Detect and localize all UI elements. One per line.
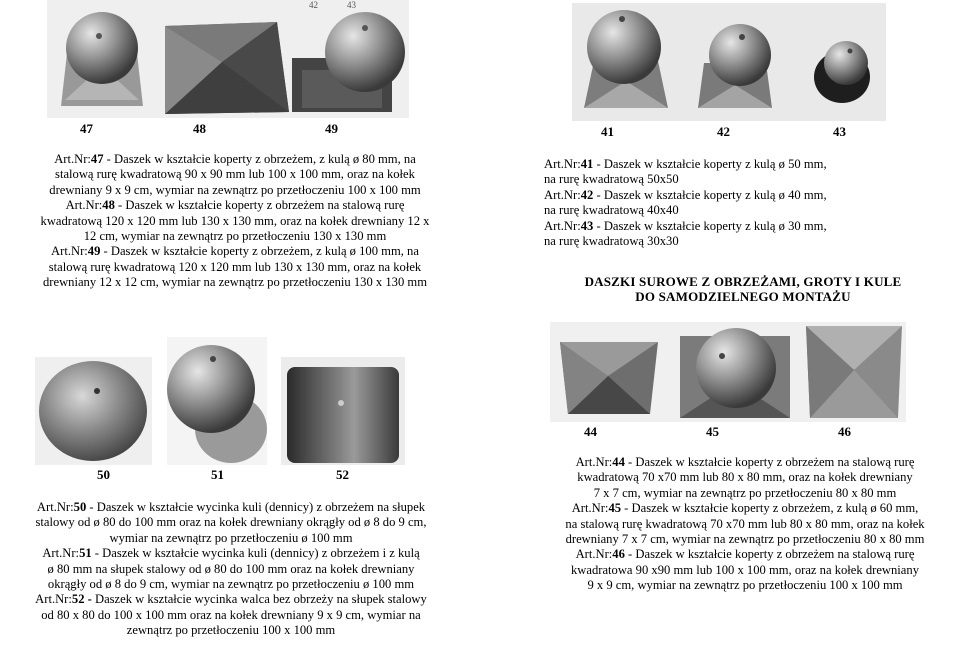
desc-line: 7 x 7 cm, wymiar na zewnątrz po przetłoczeniu 80 x 80 mm — [593, 485, 897, 500]
photo-caps-41-42-43 — [572, 3, 886, 121]
photo-caps-47-48-49 — [47, 0, 409, 118]
desc-line: Art.Nr:47 - Daszek w kształcie koperty z obrzeżem, z kulą ø 80 mm, na — [54, 152, 416, 166]
desc-line: kwadratowa 90 x90 mm lub 100 x 100 mm, oraz na kołek drewniany — [570, 562, 919, 577]
desc-line: zewnątrz po przetłoczeniu 100 x 100 mm — [126, 623, 336, 638]
photo-label-46: 46 — [838, 424, 851, 439]
photo-label-52: 52 — [336, 467, 349, 482]
desc-line: kwadratową 70 x70 mm lub 80 x 80 mm, oraz na kołek drewniany — [577, 470, 913, 485]
section-heading-line-2: DO SAMODZIELNEGO MONTAŻU — [635, 289, 851, 304]
desc-line: okrągły od ø 8 do 9 cm, wymiar na zewnątrz po przetłoczeniu ø 100 mm — [47, 577, 415, 592]
desc-line: kwadratową 120 x 120 mm lub 130 x 130 mm, oraz na kołek drewniany 12 x — [40, 213, 430, 228]
desc-line: na rurę kwadratową 50x50 — [544, 172, 679, 187]
desc-line: na rurę kwadratową 30x30 — [544, 234, 679, 249]
photo-caps-50-51-52 — [35, 337, 407, 465]
desc-line: wymiar na zewnątrz po przetłoczeniu ø 100 mm — [109, 530, 353, 545]
photo-label-41: 41 — [601, 124, 614, 139]
photo-label-47: 47 — [80, 121, 93, 136]
photo-caps-44-45-46 — [550, 322, 906, 422]
photo-label-49: 49 — [325, 121, 338, 136]
desc-line: stalową rurę kwadratową 120 x 120 mm lub 130 x 130 mm, oraz na kołek — [48, 259, 422, 274]
desc-line: drewniany 12 x 12 cm, wymiar na zewnątrz po przetłoczeniu 130 x 130 mm — [43, 275, 427, 290]
desc-line: stalową rurę kwadratową 90 x 90 mm lub 100 x 100 mm, oraz na kołek — [55, 167, 415, 182]
photo-label-51: 51 — [211, 467, 224, 482]
description-block-41-43 — [544, 157, 944, 249]
description-block-47-49 — [0, 152, 470, 291]
photo-label-48: 48 — [193, 121, 206, 136]
photo-label-50: 50 — [97, 467, 110, 482]
description-block-50-52 — [0, 500, 462, 639]
desc-line: Art.Nr:41 - Daszek w kształcie koperty z kulą ø 50 mm, — [544, 157, 827, 171]
desc-line: Art.Nr:52 - Daszek w kształcie wycinka walca bez obrzeży na słupek stalowy — [35, 592, 427, 607]
desc-line: od 80 x 80 do 100 x 100 mm oraz na kołek drewniany 9 x 9 cm, wymiar na — [41, 607, 421, 622]
description-block-44-46 — [530, 455, 960, 594]
desc-line: na stalową rurę kwadratową 70 x70 mm lub 80 x 80 mm, oraz na kołek — [565, 516, 925, 531]
desc-line: Art.Nr:46 - Daszek w kształcie koperty z obrzeżem na stalową rurę — [575, 547, 915, 562]
desc-line: 9 x 9 cm, wymiar na zewnątrz po przetłoczeniu 100 x 100 mm — [587, 578, 903, 593]
desc-line: stalowy od ø 80 do 100 mm oraz na kołek drewniany okrągły od ø 8 do 9 cm, — [35, 515, 427, 530]
desc-line: Art.Nr:45 - Daszek w kształcie koperty z obrzeżem, z kulą ø 60 mm, — [571, 501, 919, 516]
desc-line: 12 cm, wymiar na zewnątrz po przetłoczeniu 130 x 130 mm — [83, 229, 387, 244]
svg-text:42: 42 — [309, 0, 318, 10]
section-heading-line-1: DASZKI SUROWE Z OBRZEŻAMI, GROTY I KULE — [584, 274, 902, 289]
photo-label-44: 44 — [584, 424, 597, 439]
photo-label-42: 42 — [717, 124, 730, 139]
desc-line: Art.Nr:51 - Daszek w kształcie wycinka kuli (dennicy) z obrzeżem i z kulą — [42, 546, 420, 561]
svg-text:43: 43 — [347, 0, 356, 10]
desc-line: Art.Nr:42 - Daszek w kształcie koperty z kulą ø 40 mm, — [544, 187, 827, 202]
section-heading — [528, 274, 958, 304]
desc-line: Art.Nr:49 - Daszek w kształcie koperty z obrzeżem, z kulą ø 100 mm, na — [51, 244, 419, 259]
desc-line: drewniany 7 x 7 cm, wymiar na zewnątrz po przetłoczeniu 80 x 80 mm — [565, 532, 925, 547]
desc-line: Art.Nr:48 - Daszek w kształcie koperty z obrzeżem na stalową rurę — [65, 198, 405, 213]
desc-line: ø 80 mm na słupek stalowy od ø 80 do 100 mm oraz na kołek drewniany — [47, 561, 415, 576]
photo-label-43: 43 — [833, 124, 846, 139]
desc-line: Art.Nr:44 - Daszek w kształcie koperty z obrzeżem na stalową rurę — [575, 455, 915, 469]
desc-line: Art.Nr:50 - Daszek w kształcie wycinka kuli (dennicy) z obrzeżem na słupek — [36, 500, 426, 514]
photo-label-45: 45 — [706, 424, 719, 439]
desc-line: na rurę kwadratową 40x40 — [544, 203, 679, 218]
desc-line: Art.Nr:43 - Daszek w kształcie koperty z kulą ø 30 mm, — [544, 218, 827, 233]
desc-line: drewniany 9 x 9 cm, wymiar na zewnątrz po przetłoczeniu 100 x 100 mm — [49, 182, 421, 197]
